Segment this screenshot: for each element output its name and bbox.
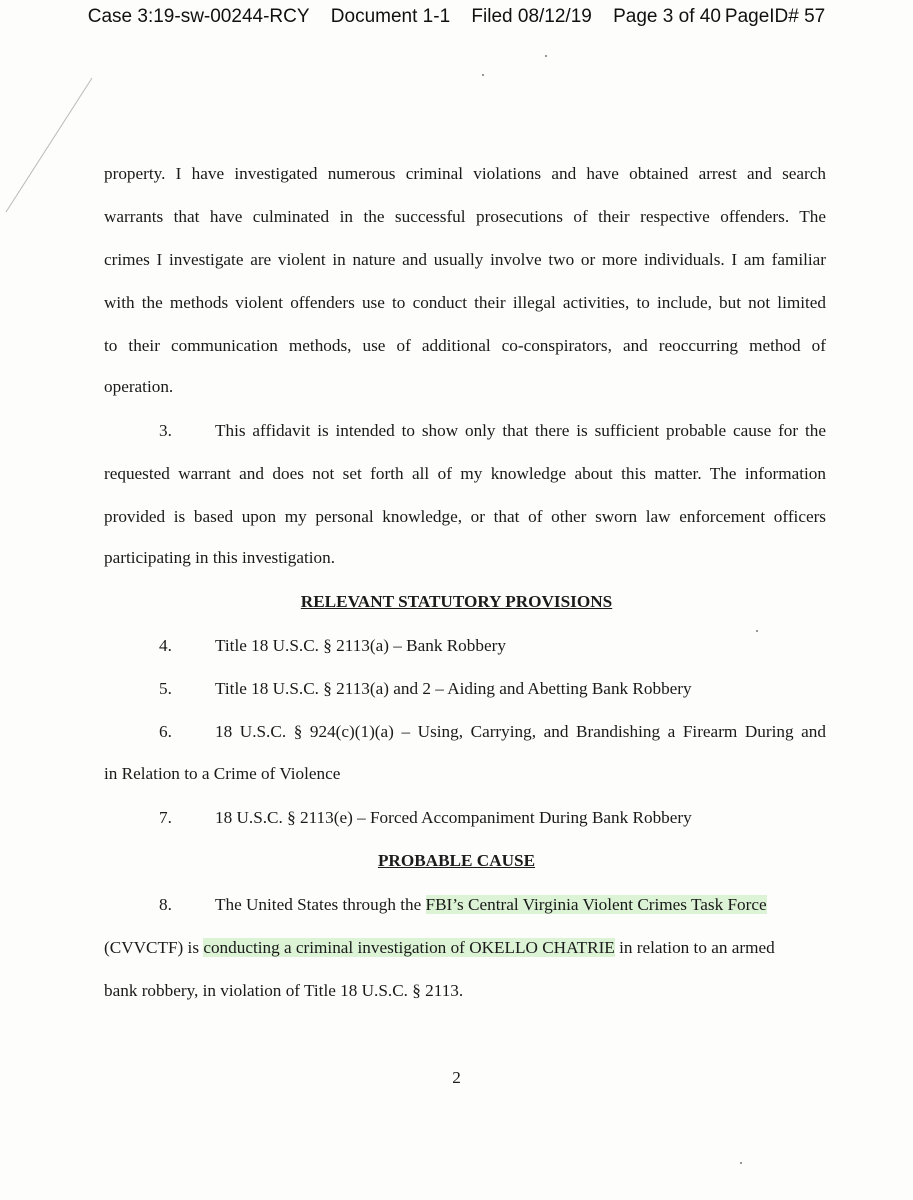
- page-count: Page 3 of 40: [613, 6, 721, 27]
- paragraph-line: requested warrant and does not set forth all of my knowledge about this matter. The information: [104, 464, 826, 483]
- scan-speck: [756, 630, 758, 632]
- paragraph-line: [104, 938, 775, 958]
- list-item-number: 4.: [159, 636, 172, 655]
- page-number: 2: [452, 1068, 461, 1087]
- paragraph-line: [215, 895, 767, 915]
- list-item-text: 18 U.S.C. § 2113(e) – Forced Accompaniment During Bank Robbery: [215, 808, 692, 827]
- scan-speck: [545, 55, 547, 57]
- paragraph-line: crimes I investigate are violent in nature and usually involve two or more individuals. I am familiar: [104, 250, 826, 269]
- paragraph-line: bank robbery, in violation of Title 18 U.S.C. § 2113.: [104, 981, 464, 1000]
- filed-date: Filed 08/12/19: [471, 6, 592, 27]
- document-number: Document 1-1: [330, 6, 451, 27]
- paragraph-line: operation.: [104, 377, 174, 396]
- section-heading-statutory: RELEVANT STATUTORY PROVISIONS: [300, 592, 613, 611]
- scan-artifact-line: [0, 70, 110, 220]
- paragraph-number: 3.: [159, 421, 172, 440]
- court-filing-header: [0, 6, 913, 28]
- paragraph-line: property. I have investigated numerous criminal violations and have obtained arrest and search: [104, 164, 826, 183]
- list-item-number: 7.: [159, 808, 172, 827]
- paragraph-number: 8.: [159, 895, 172, 914]
- list-item-number: 5.: [159, 679, 172, 698]
- paragraph-line: with the methods violent offenders use to conduct their illegal activities, to include, but not limited: [104, 293, 826, 312]
- list-item-number: 6.: [159, 722, 172, 741]
- list-item-text: Title 18 U.S.C. § 2113(a) and 2 – Aiding and Abetting Bank Robbery: [215, 679, 692, 698]
- highlighted-investigation: conducting a criminal investigation of OKELLO CHATRIE: [203, 938, 615, 957]
- section-heading-probable-cause: PROBABLE CAUSE: [377, 851, 536, 870]
- text-segment: in relation to an armed: [614, 938, 775, 957]
- list-item-text: 18 U.S.C. § 924(c)(1)(a) – Using, Carrying, and Brandishing a Firearm During and: [215, 722, 826, 741]
- list-item-text: Title 18 U.S.C. § 2113(a) – Bank Robbery: [215, 636, 506, 655]
- paragraph-line: participating in this investigation.: [104, 548, 336, 567]
- case-number: Case 3:19-sw-00244-RCY: [87, 6, 310, 27]
- scan-speck: [740, 1162, 742, 1164]
- page-id: PageID# 57: [724, 6, 826, 27]
- text-segment: (CVVCTF) is: [104, 938, 204, 957]
- paragraph-line: to their communication methods, use of additional co-conspirators, and reoccurring method of: [104, 336, 826, 355]
- text-segment: The United States through the: [215, 895, 426, 914]
- paragraph-line: provided is based upon my personal knowledge, or that of other sworn law enforcement officers: [104, 507, 826, 526]
- list-item-continuation: in Relation to a Crime of Violence: [104, 764, 341, 783]
- scan-speck: [482, 74, 484, 76]
- paragraph-line: warrants that have culminated in the successful prosecutions of their respective offenders. The: [104, 207, 826, 226]
- highlighted-task-force: FBI’s Central Virginia Violent Crimes Task Force: [425, 895, 767, 914]
- paragraph-line: This affidavit is intended to show only that there is sufficient probable cause for the: [215, 421, 826, 440]
